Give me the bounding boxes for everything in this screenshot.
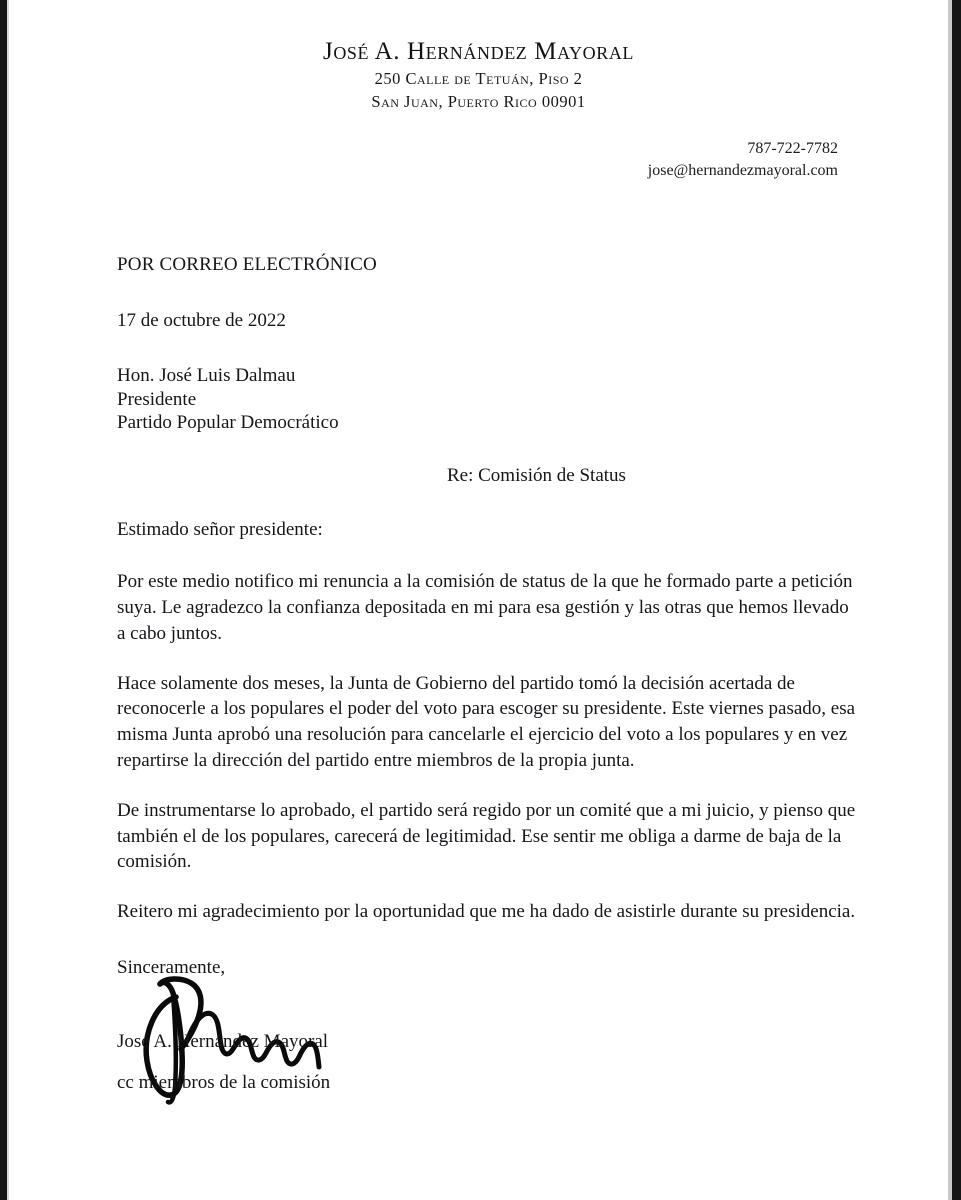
signature-area	[117, 979, 856, 1094]
recipient-name: Hon. José Luis Dalmau	[117, 365, 296, 387]
recipient-title: Presidente	[117, 388, 197, 410]
contact-block	[9, 138, 948, 182]
letter-body	[9, 254, 948, 1094]
email-address: jose@hernandezmayoral.com	[647, 162, 838, 180]
subject-line: Re: Comisión de Status	[447, 465, 626, 487]
scan-edge-right	[952, 0, 961, 1200]
letter-date: 17 de octubre de 2022	[117, 310, 286, 332]
letterhead-address-line-1: 250 Calle de Tetuán, Piso 2	[374, 69, 583, 88]
recipient-organization: Partido Popular Democrático	[117, 412, 339, 434]
closing-line: Sinceramente,	[117, 957, 226, 979]
letter-sheet	[9, 0, 948, 1094]
scan-edge-right-inner	[948, 0, 952, 1200]
letter-page	[9, 0, 948, 1200]
delivery-method-line: POR CORREO ELECTRÓNICO	[117, 254, 377, 276]
scan-edge-left-inner	[7, 0, 9, 1200]
scan-edge-left	[0, 0, 7, 1200]
salutation: Estimado señor presidente:	[117, 519, 323, 541]
letterhead	[9, 38, 948, 112]
letterhead-name: José A. Hernández Mayoral	[322, 38, 635, 65]
body-paragraph: De instrumentarse lo aprobado, el partido será regido por un comité que a mi juicio, y pienso que también el de los populares, carecerá de legitimidad. Ese sentir me obliga a darme de baja de la comisión.	[117, 799, 856, 873]
signature-name: José A. Hernández Mayoral	[117, 1031, 329, 1053]
recipient-block	[117, 364, 856, 435]
phone-number: 787-722-7782	[747, 140, 838, 158]
letterhead-address-line-2: San Juan, Puerto Rico 00901	[371, 92, 586, 112]
body-paragraph: Reitero mi agradecimiento por la oportunidad que me ha dado de asistirle durante su presidencia.	[117, 901, 856, 923]
body-paragraph: Por este medio notifico mi renuncia a la comisión de status de la que he formado parte a petición suya. Le agradezco la confianza depositada en mi para esa gestión y las otras que hemos llevado a cabo juntos.	[117, 571, 853, 644]
cc-line: cc miembros de la comisión	[117, 1072, 331, 1094]
body-paragraph: Hace solamente dos meses, la Junta de Gobierno del partido tomó la decisión acertada de reconocerle a los populares el poder del voto para escoger su presidente. Este viernes pasado, esa misma Junta aprobó una resolución para cancelarle el ejercicio del voto a los populares y en vez repartirse la dirección del partido entre miembros de la propia junta.	[117, 672, 856, 771]
